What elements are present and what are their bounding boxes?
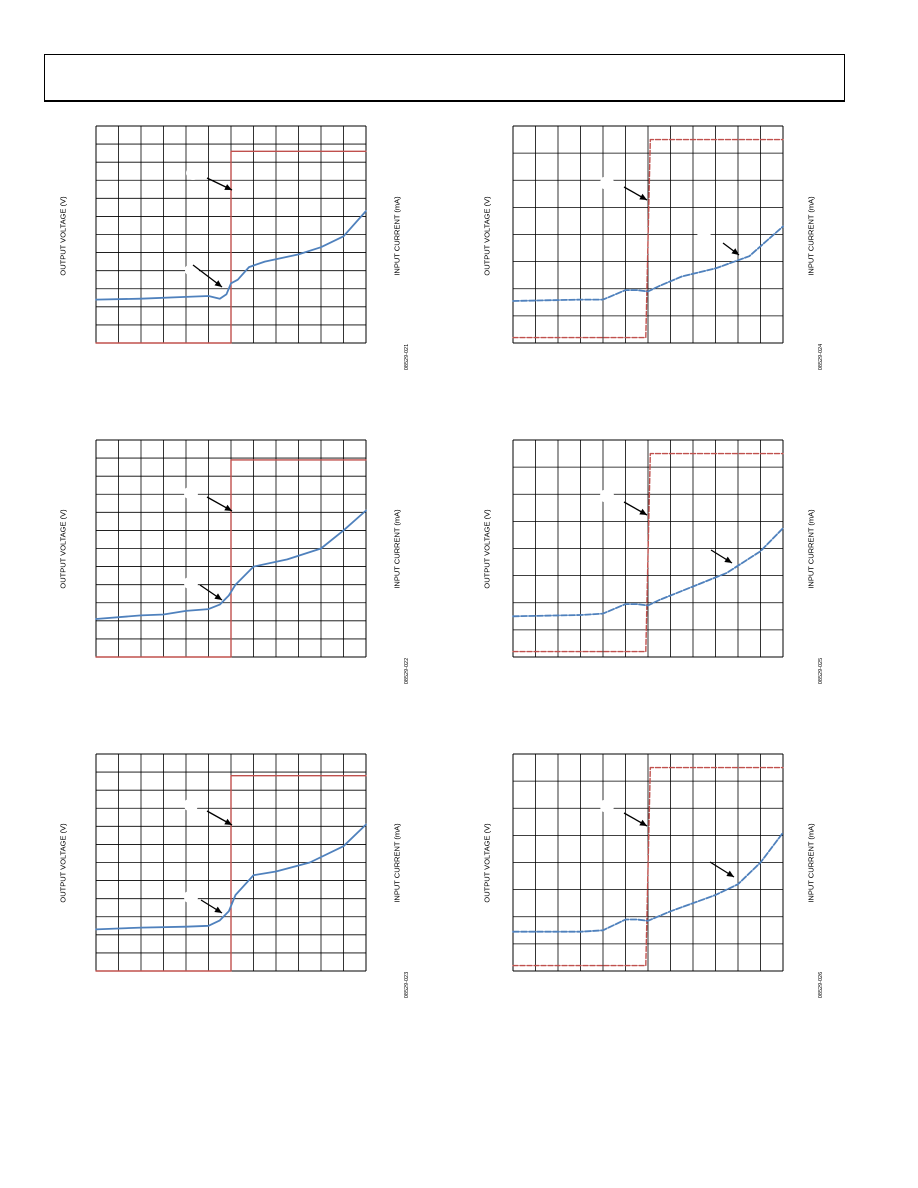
chart-5-left-ylabel: OUTPUT VOLTAGE (V) [58,823,68,903]
chart-2-right-ylabel: INPUT CURRENT (mA) [806,196,816,276]
chart-6-figure-id: 08529-026 [818,971,824,999]
chart-4-figure-id: 08529-025 [818,657,824,685]
chart-2-figure-id: 08529-024 [818,343,824,371]
chart-5-figure-id: 08529-023 [404,971,410,999]
chart-1-figure-id: 08529-021 [404,343,410,371]
chart-6-callout-marker [696,848,710,862]
chart-5-right-ylabel: INPUT CURRENT (mA) [392,823,402,903]
chart-3-figure-id: 08529-022 [404,657,410,685]
chart-4-left-ylabel: OUTPUT VOLTAGE (V) [482,509,492,589]
chart-1-left-ylabel: OUTPUT VOLTAGE (V) [58,196,68,276]
chart-3-right-ylabel: INPUT CURRENT (mA) [392,509,402,589]
chart-4-right-ylabel: INPUT CURRENT (mA) [806,509,816,589]
chart-6-annotation-arrowhead [726,871,734,877]
chart-2-left-ylabel: OUTPUT VOLTAGE (V) [482,196,492,276]
chart-6-callout-marker [600,799,614,813]
chart-6-left-ylabel: OUTPUT VOLTAGE (V) [482,823,492,903]
chart-1-right-ylabel: INPUT CURRENT (mA) [392,196,402,276]
chart-3-left-ylabel: OUTPUT VOLTAGE (V) [58,509,68,589]
chart-6-right-ylabel: INPUT CURRENT (mA) [806,823,816,903]
